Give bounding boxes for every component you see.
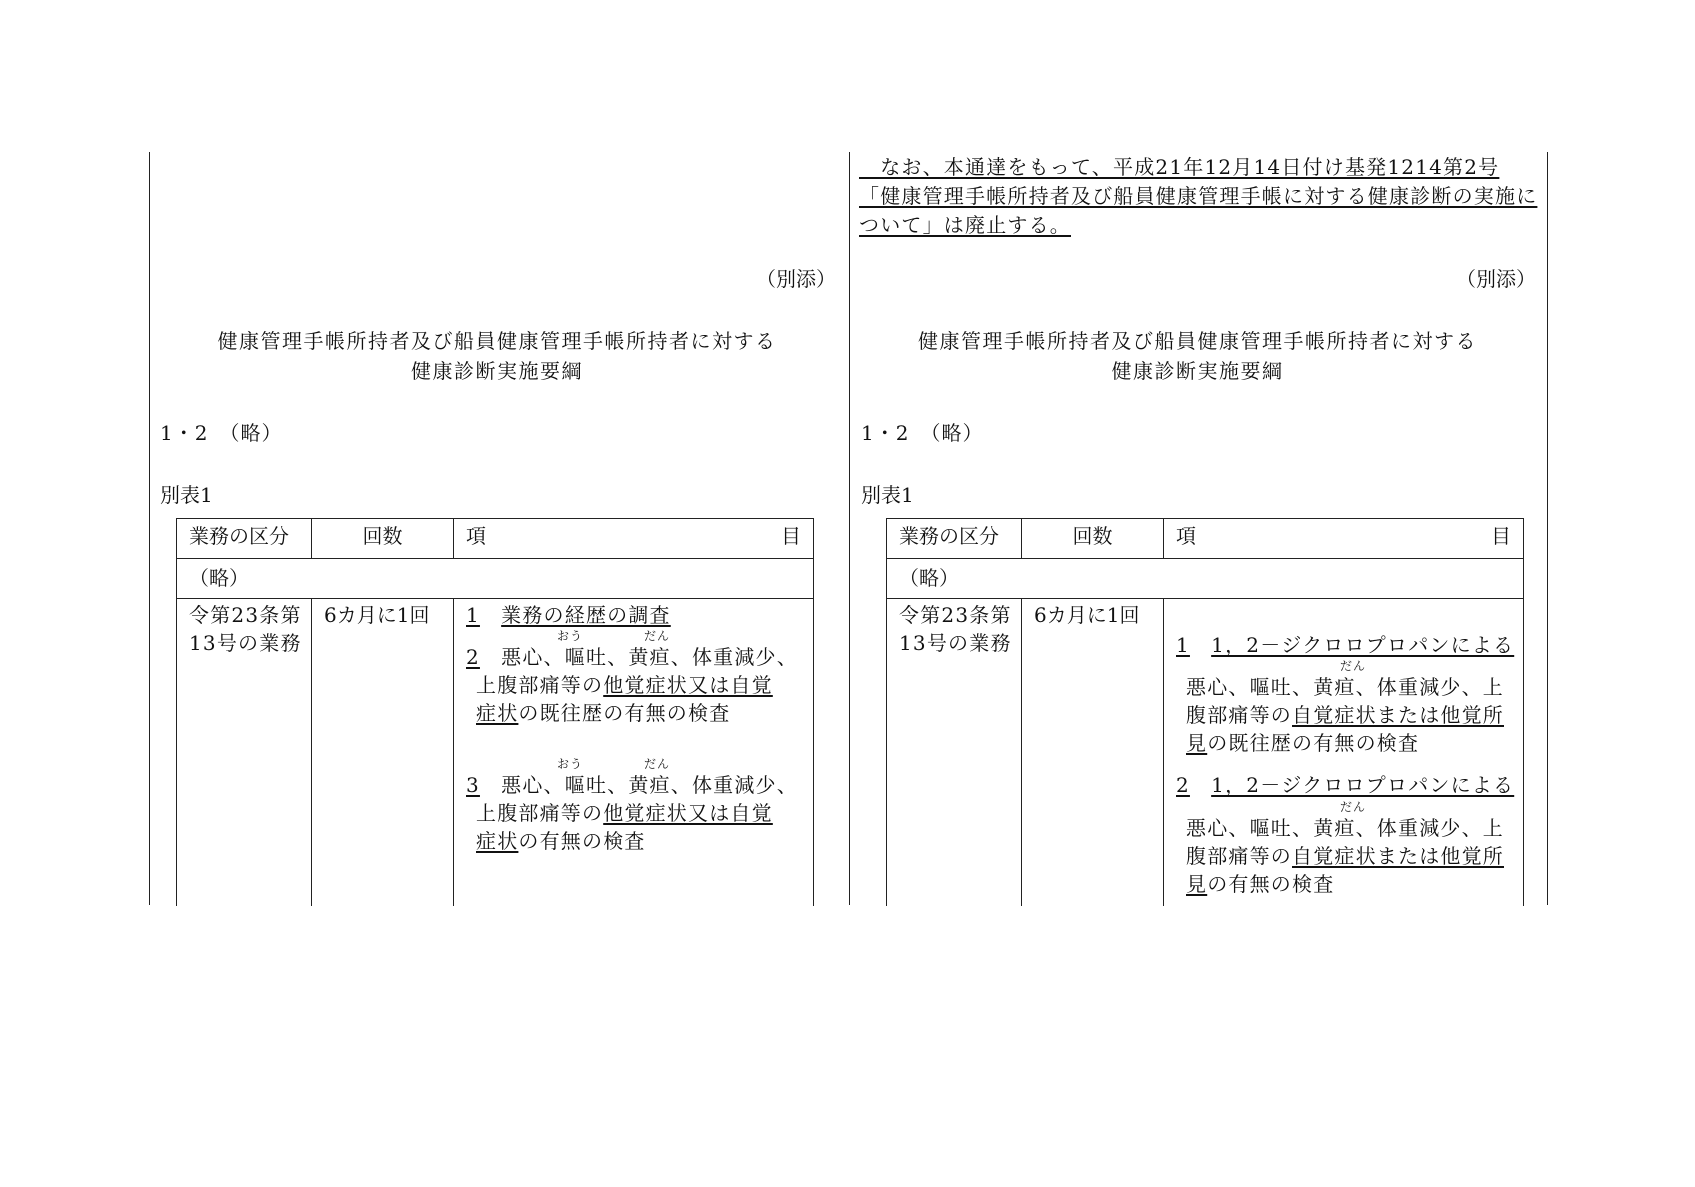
table-header-row — [177, 519, 813, 559]
section-heading: 1・2 （略） — [160, 421, 283, 445]
ruby-dan: だん — [1340, 800, 1367, 814]
document-title-line1: 健康管理手帳所持者及び船員健康管理手帳所持者に対する — [918, 329, 1477, 353]
ruby-dan: だん — [644, 757, 671, 771]
health-check-table — [886, 518, 1524, 906]
table-row-omitted — [887, 559, 1523, 599]
left-column — [150, 152, 844, 905]
omitted-note: （略） — [899, 566, 959, 590]
header-items-part1: 項 — [1176, 524, 1196, 548]
table-row — [177, 599, 813, 906]
item-3: 3 悪心、嘔吐、黄疸、体重減少、 上腹部痛等の他覚症状又は自覚 症状の有無の検査 — [466, 773, 798, 853]
table-row — [887, 599, 1523, 906]
column-rule-middle — [849, 152, 850, 905]
header-category: 業務の区分 — [189, 524, 289, 548]
right-column — [851, 152, 1544, 905]
table-caption: 別表1 — [861, 483, 914, 507]
category-line2: 13号の業務 — [899, 631, 1012, 655]
frequency: 6カ月に1回 — [324, 603, 430, 627]
ruby-dan: だん — [1340, 659, 1367, 673]
attachment-label: （別添） — [756, 267, 836, 291]
ruby-ou: おう — [557, 629, 584, 643]
attachment-label: （別添） — [1456, 267, 1536, 291]
ruby-ou: おう — [557, 757, 584, 771]
table-row-omitted — [177, 559, 813, 599]
header-frequency: 回数 — [362, 524, 403, 548]
repeal-notice: なお、本通達をもって、平成21年12月14日付け基発1214第2号「健康管理手帳所持者及び船員健康管理手帳に対する健康診断の実施について」は廃止する。 — [859, 155, 1538, 237]
item-2-body: 悪心、嘔吐、黄疸、体重減少、上 腹部痛等の自覚症状または他覚所 見の有無の検査 — [1186, 816, 1504, 896]
category-line2: 13号の業務 — [189, 631, 302, 655]
category-line1: 令第23条第 — [189, 603, 302, 627]
document-title-line2: 健康診断実施要綱 — [411, 359, 583, 383]
item-2: 2 1，2－ジクロロプロパンによる — [1176, 773, 1515, 797]
header-items-part2: 目 — [781, 524, 801, 548]
item-1: 1 業務の経歴の調査 — [466, 603, 671, 627]
column-rule-right — [1547, 152, 1548, 905]
ruby-dan: だん — [644, 629, 671, 643]
header-items-part2: 目 — [1491, 524, 1511, 548]
header-category: 業務の区分 — [899, 524, 999, 548]
frequency: 6カ月に1回 — [1034, 603, 1140, 627]
item-2: 2 悪心、嘔吐、黄疸、体重減少、 上腹部痛等の他覚症状又は自覚 症状の既往歴の有無の検査 — [466, 645, 798, 725]
health-check-table — [176, 518, 814, 906]
table-header-row — [887, 519, 1523, 559]
table-caption: 別表1 — [160, 483, 213, 507]
header-items-part1: 項 — [466, 524, 486, 548]
document-title-line2: 健康診断実施要綱 — [1111, 359, 1284, 383]
item-1-body: 悪心、嘔吐、黄疸、体重減少、上 腹部痛等の自覚症状または他覚所 見の既往歴の有無の検査 — [1186, 675, 1504, 755]
item-1: 1 1，2－ジクロロプロパンによる — [1176, 633, 1515, 657]
section-heading: 1・2 （略） — [861, 421, 984, 445]
document-title-line1: 健康管理手帳所持者及び船員健康管理手帳所持者に対する — [217, 329, 777, 353]
omitted-note: （略） — [189, 566, 249, 590]
category-line1: 令第23条第 — [899, 603, 1012, 627]
header-frequency: 回数 — [1072, 524, 1113, 548]
